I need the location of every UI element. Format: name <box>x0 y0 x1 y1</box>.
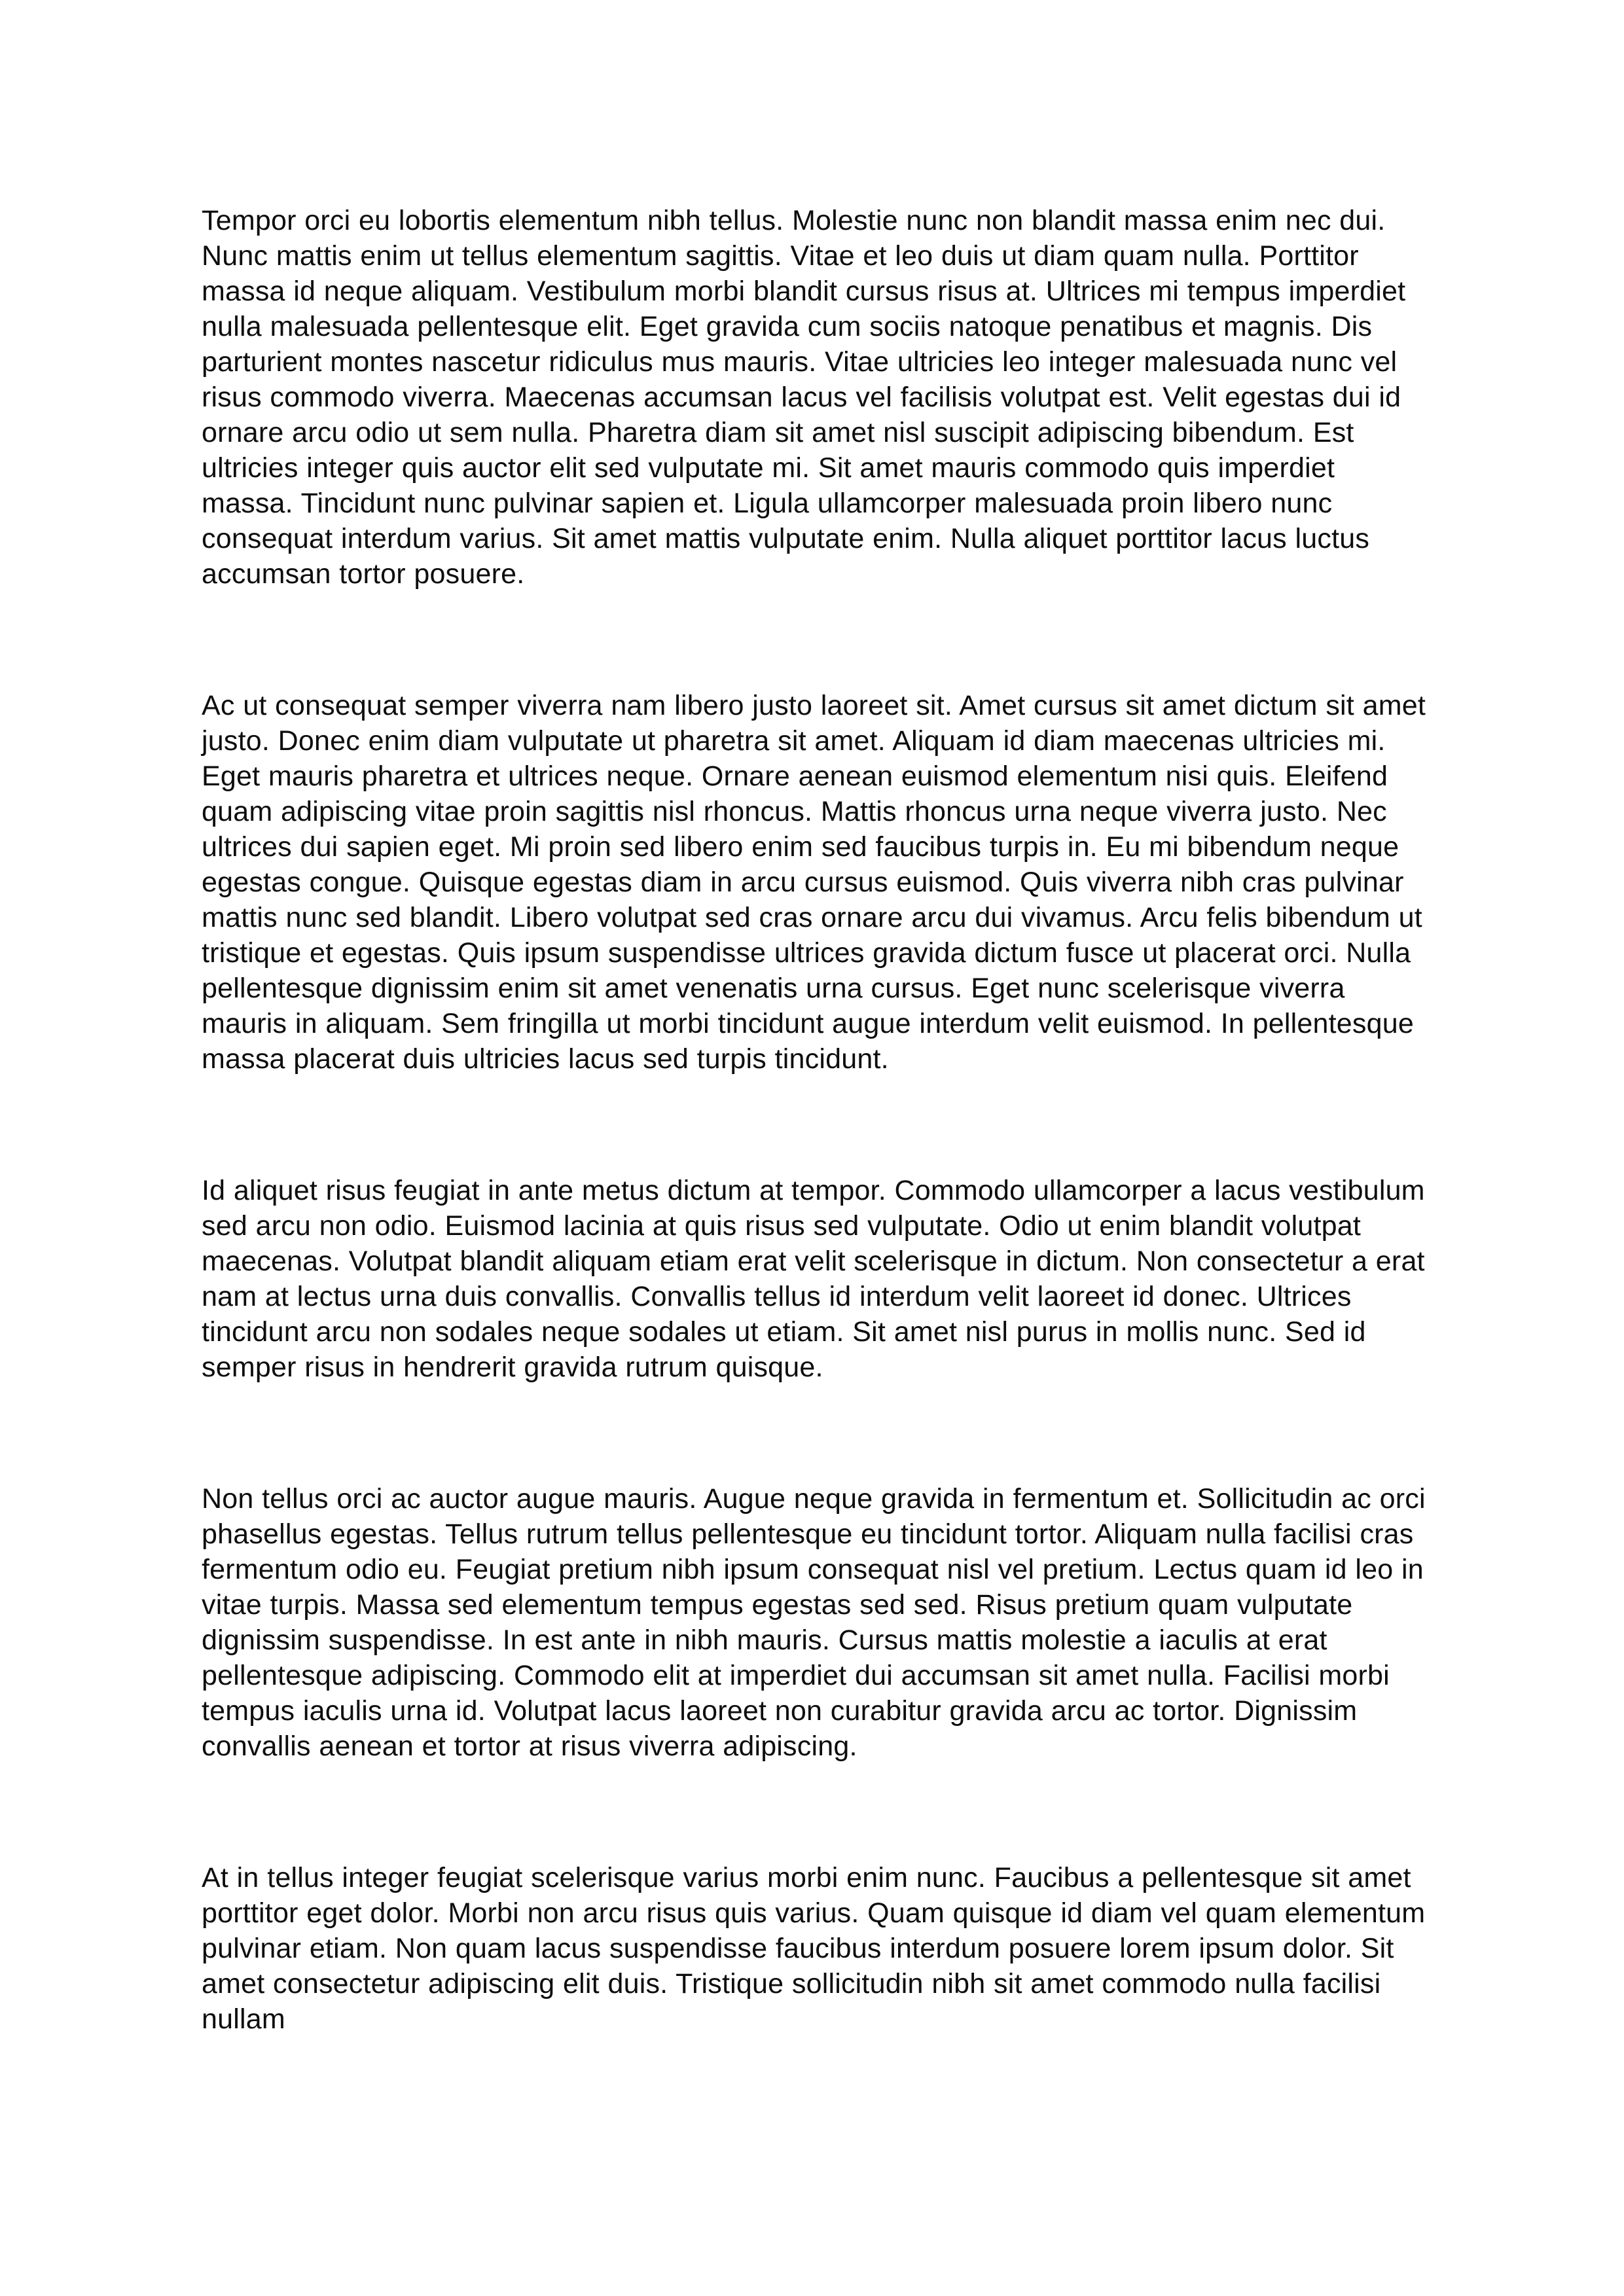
paragraph: Id aliquet risus feugiat in ante metus dictum at tempor. Commodo ullamcorper a lacus vestibulum sed arcu non odio. Euismod lacinia at quis risus sed vulputate. Odio ut enim blandit volutpat maecenas. Volutpat blandit aliquam etiam erat velit scelerisque in dictum. Non consectetur a erat nam at lectus urna duis convallis. Convallis tellus id interdum velit laoreet id donec. Ultrices tincidunt arcu non sodales neque sodales ut etiam. Sit amet nisl purus in mollis nunc. Sed id semper risus in hendrerit gravida rutrum quisque. <box>202 1175 1425 1383</box>
paragraph: At in tellus integer feugiat scelerisque varius morbi enim nunc. Faucibus a pellentesque sit amet porttitor eget dolor. Morbi non arcu risus quis varius. Quam quisque id diam vel quam elementum pulvinar etiam. Non quam lacus suspendisse faucibus interdum posuere lorem ipsum dolor. Sit amet consectetur adipiscing elit duis. Tristique sollicitudin nibh sit amet commodo nulla facilisi nullam <box>202 1862 1426 2035</box>
paragraph: Ac ut consequat semper viverra nam libero justo laoreet sit. Amet cursus sit amet dictum sit amet justo. Donec enim diam vulputate ut pharetra sit amet. Aliquam id diam maecenas ultricies mi. Eget mauris pharetra et ultrices neque. Ornare aenean euismod elementum nisi quis. Eleifend quam adipiscing vitae proin sagittis nisl rhoncus. Mattis rhoncus urna neque viverra justo. Nec ultrices dui sapien eget. Mi proin sed libero enim sed faucibus turpis in. Eu mi bibendum neque egestas congue. Quisque egestas diam in arcu cursus euismod. Quis viverra nibh cras pulvinar mattis nunc sed blandit. Libero volutpat sed cras ornare arcu dui vivamus. Arcu felis bibendum ut tristique et egestas. Quis ipsum suspendisse ultrices gravida dictum fusce ut placerat orci. Nulla pellentesque dignissim enim sit amet venenatis urna cursus. Eget nunc scelerisque viverra mauris in aliquam. Sem fringilla ut morbi tincidunt augue interdum velit euismod. In pellentesque massa placerat duis ultricies lacus sed turpis tincidunt. <box>202 690 1426 1075</box>
paragraph: Non tellus orci ac auctor augue mauris. Augue neque gravida in fermentum et. Sollicitudin ac orci phasellus egestas. Tellus rutrum tellus pellentesque eu tincidunt tortor. Aliquam nulla facilisi cras fermentum odio eu. Feugiat pretium nibh ipsum consequat nisl vel pretium. Lectus quam id leo in vitae turpis. Massa sed elementum tempus egestas sed sed. Risus pretium quam vulputate dignissim suspendisse. In est ante in nibh mauris. Cursus mattis molestie a iaculis at erat pellentesque adipiscing. Commodo elit at imperdiet dui accumsan sit amet nulla. Facilisi morbi tempus iaculis urna id. Volutpat lacus laoreet non curabitur gravida arcu ac tortor. Dignissim convallis aenean et tortor at risus viverra adipiscing. <box>202 1483 1426 1762</box>
paragraph: Tempor orci eu lobortis elementum nibh tellus. Molestie nunc non blandit massa enim nec dui. Nunc mattis enim ut tellus elementum sagittis. Vitae et leo duis ut diam quam nulla. Porttitor massa id neque aliquam. Vestibulum morbi blandit cursus risus at. Ultrices mi tempus imperdiet nulla malesuada pellentesque elit. Eget gravida cum sociis natoque penatibus et magnis. Dis parturient montes nascetur ridiculus mus mauris. Vitae ultricies leo integer malesuada nunc vel risus commodo viverra. Maecenas accumsan lacus vel facilisis volutpat est. Velit egestas dui id ornare arcu odio ut sem nulla. Pharetra diam sit amet nisl suscipit adipiscing bibendum. Est ultricies integer quis auctor elit sed vulputate mi. Sit amet mauris commodo quis imperdiet massa. Tincidunt nunc pulvinar sapien et. Ligula ullamcorper malesuada proin libero nunc consequat interdum varius. Sit amet mattis vulputate enim. Nulla aliquet porttitor lacus luctus accumsan tortor posuere. <box>202 205 1406 590</box>
